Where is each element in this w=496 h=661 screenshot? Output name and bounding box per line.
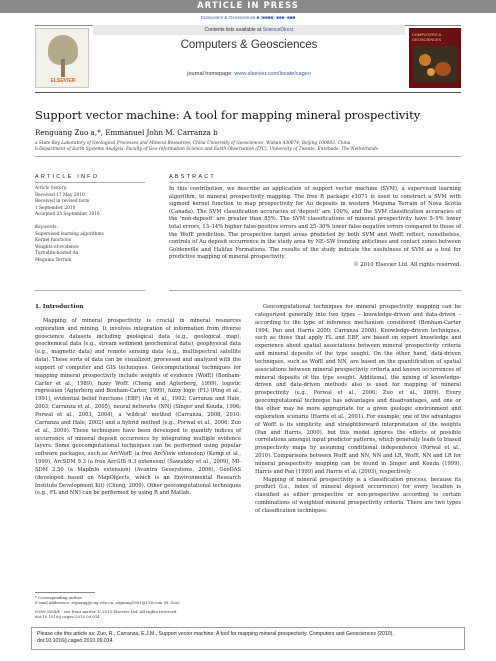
article-info-heading: ARTICLE INFO bbox=[35, 174, 100, 180]
footnote-rule bbox=[35, 592, 95, 593]
homepage-prefix: journal homepage: bbox=[187, 71, 233, 77]
author-email[interactable]: E-mail addresses: zrguang@cug.edu.cn, zrguang1981@126.com (R. Zuo). bbox=[35, 600, 181, 606]
history-label: Article history: bbox=[35, 186, 68, 191]
history-item: 1 September 2010 bbox=[35, 205, 76, 211]
article-info-rule bbox=[35, 182, 145, 183]
body-right-column bbox=[255, 304, 461, 516]
body-left-column bbox=[35, 304, 241, 498]
abstract-text: In this contribution, we describe an application of support vector machine (SVM), a supervised learning algorithm, to mineral prospectivity mapping. The free R package e1071 is used to construct a SVM with sigmoid kernel function to map prospectivity for Au deposits in western Meguma Terrain of Nova Scotia (Canada). The SVM classification accuracies of 'deposit' are 100%, and the SVM classification accuracies of the 'non-deposit' are greater than 85%. The SVM classifications of mineral prospectivity have 5–9% lower total errors, 13–14% higher false-positive errors and 25–30% lower false-negative errors compared to those of the WofE prediction. The prospective target areas predicted by both SVM and WofE reflect, nonetheless, controls of Au deposit occurrence in the study area by NE–SW trending anticlines and contact zones between Goldenville and Halifax Formations. The results of the study indicate the usefulness of SVM as a tool for predictive mapping of mineral prospectivity. bbox=[169, 186, 461, 261]
corresponding-author: * Corresponding author. bbox=[35, 595, 83, 600]
tree-trunk-icon bbox=[61, 59, 65, 77]
contents-prefix: Contents lists available at bbox=[204, 27, 262, 33]
journal-header bbox=[35, 25, 461, 91]
section-heading: 1. Introduction bbox=[35, 304, 84, 310]
journal-masthead bbox=[93, 25, 405, 91]
body-paragraph: Mapping of mineral prospectivity is a classification process, because its product (i.e., index of mineral deposit occurrence) for every location is classified as either prospective or non-prospective according to certain combinations of weighted mineral prospectivity criteria. There are two types of classification techniques. bbox=[255, 476, 461, 514]
history-item: Received in revised form bbox=[35, 199, 90, 205]
cover-illustration bbox=[413, 46, 457, 82]
body-paragraph: Mapping of mineral prospectivity is crucial in mineral resources exploration and mining. It involves integration of information from diverse geoscience datasets including geological data (e.g., geological map), geochemical data (e.g., stream sediment geochemical data), geophysical data (e.g., magnetic data) and remote sensing data (e.g., multispectral satellite data). These sorts of data can be visualized, processed and analyzed with the support of computer and GIS techniques. Geocomputational techniques for mapping mineral prospectivity include weights of evidence (WofE) (Bonham-Carter et al., 1989), fuzzy WofE (Cheng and Agterberg, 1999), logistic regression (Agterberg and Bonham-Carter, 1999), fuzzy logic (FL) (Ping et al., 1991), evidential belief functions (EBF) (An et al., 1992; Carranza and Hale, 2003; Carranza et al., 2005), neural networks (NN) (Singer and Kouda, 1996; Porwal et al., 2003, 2004), a 'wildcat' method (Carranza, 2008, 2010; Carranza and Hale, 2002) and a hybrid method (e.g., Porwal et al., 2006; Zuo et al., 2009). These techniques have been developed to quantify indices of occurrence of mineral deposit occurrence by integrating multiple evidence layers. Some geocomputational techniques can be performed using popular software packages, such as ArcWofE (a free ArcView extension) (Kemp et al., 1999), ArcSDM 9.3 (a free ArcGIS 9.3 extension) (Sawatzky et al., 2009), MI-SDM 2.50 (a MapInfo extension) (Avantra Geosystems, 2006), GeoDAS (developed based on MapObjects, which is an Environmental Research Institute Development Kit) (Cheng, 2000). Other geocomputational techniques (e.g., FL and NN) can be performed by using R and Matlab. bbox=[35, 317, 241, 497]
keyword: Meguma Terrain bbox=[35, 257, 72, 263]
info-bottom-rule bbox=[35, 290, 145, 291]
affiliation-a: a State Key Laboratory of Geological Processes and Mineral Resources, China University of Geosciences, Wuhan 430074; Beijing 100083, China bbox=[35, 141, 351, 146]
front-matter bbox=[35, 609, 245, 619]
header-bottom-rule bbox=[35, 92, 461, 93]
keywords-label: Keywords: bbox=[35, 224, 58, 230]
body-paragraph: Geocomputational techniques for mineral prospectivity mapping can be categorized generally into two types – knowledge-driven and data-driven – according to the type of inference mechanism considered (Bonham-Carter 1994; Pan and Harris 2000; Carranza 2008). Knowledge-driven techniques, such as those that apply FL and EBF, are based on expert knowledge and experience about spatial associations between mineral prospectivity criteria and mineral deposits of the type sought. On the other hand, data-driven techniques, such as WofE and NN, are based on the quantification of spatial associations between mineral prospectivity criteria and known occurrences of mineral deposits of the type sought. Additional, the mixing of knowledge-driven and data-driven methods also is used for mapping of mineral prospectivity (e.g., Porwal et al., 2006; Zuo et al., 2009). Every geocomputational technique has advantages and disadvantages, and one or the other may be more appropriate for a given geologic environment and exploration scenario (Harris et al., 2001). For example, one of the advantages of WofE is its simplicity, and straightforward interpretation of the weights (Pan and Harris, 2000), but this model ignores the effects of possible correlations amongst input predictor patterns, which generally leads to biased prospectivity maps by assuming conditional independence (Porwal et al., 2010). Comparisons between WofE and NN, NN and LR, WofE, NN and LR for mineral prospectivity mapping can be found in Singer and Kouda (1999), Harris and Pan (1999) and Harris et al. (2003), respectively. bbox=[255, 304, 461, 475]
article-title: Support vector machine: A tool for mapping mineral prospectivity bbox=[35, 108, 421, 122]
journal-reference[interactable]: Computers & Geosciences ■ (■■■■) ■■■–■■■ bbox=[200, 15, 296, 20]
abstract-heading: ABSTRACT bbox=[169, 174, 216, 180]
keyword: Kernel functions bbox=[35, 238, 71, 244]
footnote bbox=[35, 595, 245, 605]
article-authors: Renguang Zuo a,*, Emmanuel John M. Carranza b bbox=[35, 128, 218, 137]
journal-homepage bbox=[93, 71, 405, 77]
keyword: Weights-of-evidence bbox=[35, 244, 79, 250]
keyword: Supervised learning algorithms bbox=[35, 231, 104, 237]
abstract-bottom-rule bbox=[169, 290, 461, 291]
issn-line: 0098-3004/$ - see front matter © 2010 Elsevier Ltd. All rights reserved. bbox=[35, 609, 178, 614]
article-in-press-banner: ARTICLE IN PRESS bbox=[0, 0, 496, 13]
affiliation-b: b Department of Earth Systems Analysis, Faculty of Geo-Information Science and Earth Observation (ITC), University of Twente, Enschede, The Netherlands bbox=[35, 147, 378, 152]
doi-line[interactable]: doi:10.1016/j.cageo.2010.09.014 bbox=[35, 614, 100, 620]
journal-title: Computers & Geosciences bbox=[180, 39, 318, 51]
sciencedirect-link[interactable]: ScienceDirect bbox=[262, 27, 294, 33]
article-info bbox=[35, 186, 145, 265]
citation-box: Please cite this article as: Zuo, R., Carranza, E.J.M., Support vector machine: A tool for mapping mineral prospectivity. Computers and Geosciences (2010), doi:10.1016/j.cageo.2010.09.014 bbox=[31, 627, 465, 650]
cover-title: COMPUTERS & GEOSCIENCES bbox=[412, 32, 442, 42]
keyword: Turbidite-hosted Au bbox=[35, 251, 79, 257]
abstract-copyright: © 2010 Elsevier Ltd. All rights reserved. bbox=[353, 261, 461, 268]
history-item: Received 17 May 2010 bbox=[35, 192, 85, 198]
abstract-rule bbox=[169, 182, 461, 183]
history-item: Accepted 25 September 2010 bbox=[35, 212, 100, 218]
homepage-link[interactable]: www.elsevier.com/locate/cageo bbox=[234, 71, 311, 77]
journal-cover-image bbox=[409, 28, 461, 88]
affiliation-rule bbox=[35, 156, 461, 157]
contents-bar bbox=[93, 25, 405, 35]
publisher-name: ELSEVIER bbox=[50, 78, 76, 84]
publisher-logo bbox=[35, 28, 89, 88]
abstract bbox=[169, 186, 461, 270]
